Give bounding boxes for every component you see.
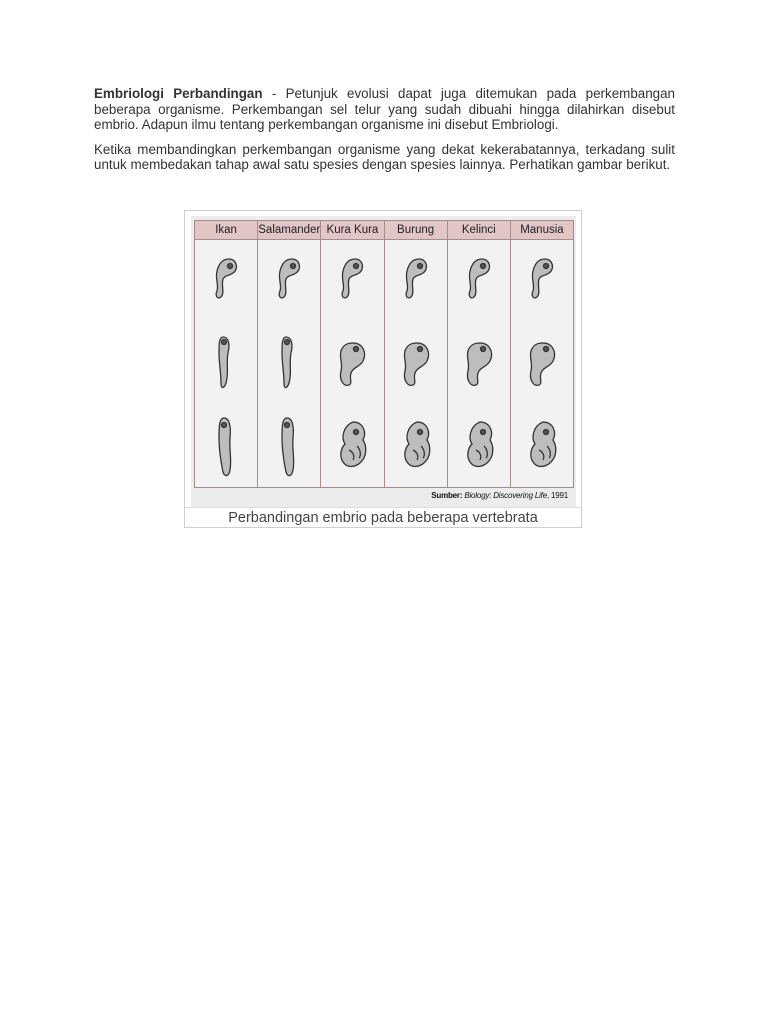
embryo-column-header: Ikan [195, 221, 257, 240]
embryo-plate-image [191, 216, 576, 508]
embryo-column-header: Kura Kura [321, 221, 383, 240]
embryo-stage-illustration [448, 405, 510, 487]
embryo-stage-illustration [321, 322, 383, 404]
embryo-stage-illustration [321, 405, 383, 487]
embryo-column-header: Salamander [258, 221, 320, 240]
embryo-stage-illustration [258, 405, 320, 487]
embryo-stage-illustration [258, 240, 320, 322]
figure-caption: Perbandingan embrio pada beberapa vertebrata [185, 507, 581, 528]
embryo-stage-illustration [258, 322, 320, 404]
embryo-stage-illustration [511, 405, 573, 487]
embryo-column [511, 221, 573, 487]
paragraph-intro-text: - Petunjuk evolusi dapat juga ditemukan pada perkembangan beberapa organisme. Perkembangan sel telur yang sudah dibuahi hingga dilahirkan disebut embrio. Adapun ilmu tentang perkembangan organisme ini disebut Embriologi. [94, 86, 675, 132]
embryo-stage-illustration [321, 240, 383, 322]
paragraph-intro [94, 86, 675, 133]
source-year: , 1991 [546, 491, 568, 500]
embryo-grid [194, 220, 574, 488]
embryo-column [385, 221, 448, 487]
embryo-figure [184, 210, 582, 528]
embryo-stage-illustration [385, 240, 447, 322]
embryo-stage-illustration [448, 322, 510, 404]
embryo-column-header: Burung [385, 221, 447, 240]
embryo-column-header: Manusia [511, 221, 573, 240]
paragraph-comparison: Ketika membandingkan perkembangan organisme yang dekat kekerabatannya, terkadang sulit untuk membedakan tahap awal satu spesies dengan spesies lainnya. Perhatikan gambar berikut. [94, 141, 675, 172]
source-label: Sumber: [431, 491, 463, 500]
figure-source [431, 491, 568, 500]
embryo-column [195, 221, 258, 487]
section-title: Embriologi Perbandingan [94, 86, 263, 101]
embryo-stage-illustration [385, 405, 447, 487]
embryo-stage-illustration [195, 405, 257, 487]
embryo-stage-illustration [511, 322, 573, 404]
embryo-stage-illustration [511, 240, 573, 322]
embryo-column [258, 221, 321, 487]
source-title: Biology: Discovering Life [464, 491, 547, 500]
embryo-stage-illustration [448, 240, 510, 322]
embryo-stage-illustration [195, 322, 257, 404]
embryo-stage-illustration [195, 240, 257, 322]
embryo-column-header: Kelinci [448, 221, 510, 240]
embryo-stage-illustration [385, 322, 447, 404]
embryo-column [448, 221, 511, 487]
article-body [94, 86, 675, 182]
embryo-column [321, 221, 384, 487]
